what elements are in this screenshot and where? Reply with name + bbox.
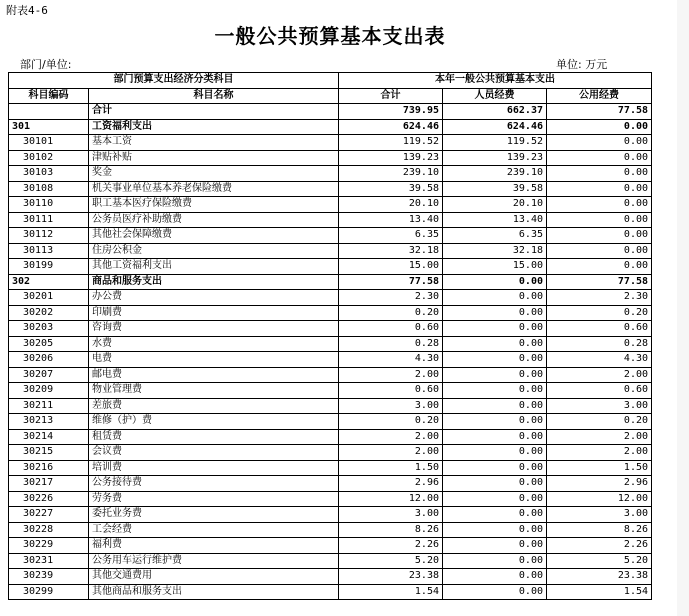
header-public: 公用经费 [547, 88, 652, 104]
row-total: 32.18 [339, 243, 443, 259]
row-code: 30199 [9, 259, 89, 275]
row-name: 委托业务费 [89, 507, 339, 523]
row-public: 0.00 [547, 166, 652, 182]
row-name: 公务用车运行维护费 [89, 553, 339, 569]
table-row [9, 336, 652, 352]
row-total: 0.28 [339, 336, 443, 352]
total-total: 739.95 [339, 104, 443, 120]
row-public: 0.00 [547, 135, 652, 151]
row-code: 30207 [9, 367, 89, 383]
row-personnel: 0.00 [443, 553, 547, 569]
row-total: 8.26 [339, 522, 443, 538]
row-code: 30228 [9, 522, 89, 538]
row-code: 30217 [9, 476, 89, 492]
row-name: 电费 [89, 352, 339, 368]
table-row [9, 352, 652, 368]
row-personnel: 0.00 [443, 538, 547, 554]
table-row [9, 290, 652, 306]
row-name: 其他社会保障缴费 [89, 228, 339, 244]
header-column-row [9, 88, 652, 104]
row-public: 2.00 [547, 429, 652, 445]
table-row [9, 181, 652, 197]
table-row [9, 150, 652, 166]
row-name: 公务员医疗补助缴费 [89, 212, 339, 228]
header-total: 合计 [339, 88, 443, 104]
row-total: 5.20 [339, 553, 443, 569]
row-public: 0.00 [547, 228, 652, 244]
row-code: 302 [9, 274, 89, 290]
row-name: 水费 [89, 336, 339, 352]
row-name: 其他工资福利支出 [89, 259, 339, 275]
row-personnel: 0.00 [443, 507, 547, 523]
header-group-right: 本年一般公共预算基本支出 [339, 73, 652, 89]
table-row [9, 538, 652, 554]
table-row [9, 166, 652, 182]
expenditure-table [8, 72, 652, 600]
header-code: 科目编码 [9, 88, 89, 104]
row-total: 3.00 [339, 507, 443, 523]
row-public: 0.00 [547, 150, 652, 166]
row-public: 3.00 [547, 398, 652, 414]
row-code: 30213 [9, 414, 89, 430]
row-code: 30214 [9, 429, 89, 445]
row-name: 其他交通费用 [89, 569, 339, 585]
row-total: 0.60 [339, 383, 443, 399]
row-name: 咨询费 [89, 321, 339, 337]
row-name: 办公费 [89, 290, 339, 306]
row-name: 住房公积金 [89, 243, 339, 259]
row-total: 6.35 [339, 228, 443, 244]
row-public: 23.38 [547, 569, 652, 585]
row-public: 12.00 [547, 491, 652, 507]
row-total: 1.54 [339, 584, 443, 600]
row-personnel: 0.00 [443, 305, 547, 321]
row-personnel: 0.00 [443, 584, 547, 600]
table-row [9, 259, 652, 275]
row-public: 4.30 [547, 352, 652, 368]
row-personnel: 0.00 [443, 414, 547, 430]
header-group-row [9, 73, 652, 89]
row-total: 0.60 [339, 321, 443, 337]
table-row [9, 243, 652, 259]
row-personnel: 0.00 [443, 445, 547, 461]
row-code: 30202 [9, 305, 89, 321]
row-name: 邮电费 [89, 367, 339, 383]
row-personnel: 6.35 [443, 228, 547, 244]
table-row [9, 119, 652, 135]
row-personnel: 0.00 [443, 522, 547, 538]
row-total: 139.23 [339, 150, 443, 166]
row-public: 0.00 [547, 243, 652, 259]
row-code: 30102 [9, 150, 89, 166]
row-personnel: 0.00 [443, 352, 547, 368]
table-row [9, 274, 652, 290]
row-code: 30231 [9, 553, 89, 569]
row-name: 培训费 [89, 460, 339, 476]
row-name: 机关事业单位基本养老保险缴费 [89, 181, 339, 197]
row-public: 0.20 [547, 414, 652, 430]
row-public: 2.26 [547, 538, 652, 554]
total-personnel: 662.37 [443, 104, 547, 120]
total-row [9, 104, 652, 120]
row-code: 30103 [9, 166, 89, 182]
row-total: 15.00 [339, 259, 443, 275]
row-total: 239.10 [339, 166, 443, 182]
row-personnel: 0.00 [443, 336, 547, 352]
row-public: 0.28 [547, 336, 652, 352]
row-personnel: 39.58 [443, 181, 547, 197]
table-row [9, 445, 652, 461]
total-name: 合计 [89, 104, 339, 120]
row-name: 津贴补贴 [89, 150, 339, 166]
row-public: 2.00 [547, 367, 652, 383]
row-public: 1.50 [547, 460, 652, 476]
header-name: 科目名称 [89, 88, 339, 104]
row-personnel: 119.52 [443, 135, 547, 151]
table-row [9, 414, 652, 430]
row-personnel: 0.00 [443, 476, 547, 492]
row-public: 1.54 [547, 584, 652, 600]
table-row [9, 569, 652, 585]
header-group-left: 部门预算支出经济分类科目 [9, 73, 339, 89]
row-total: 23.38 [339, 569, 443, 585]
row-code: 30216 [9, 460, 89, 476]
row-name: 公务接待费 [89, 476, 339, 492]
row-total: 13.40 [339, 212, 443, 228]
row-name: 商品和服务支出 [89, 274, 339, 290]
header-personnel: 人员经费 [443, 88, 547, 104]
row-public: 0.00 [547, 259, 652, 275]
table-row [9, 305, 652, 321]
row-code: 30229 [9, 538, 89, 554]
table-row [9, 491, 652, 507]
row-code: 30299 [9, 584, 89, 600]
annex-label: 附表4-6 [6, 4, 48, 17]
table-row [9, 398, 652, 414]
table-row [9, 476, 652, 492]
row-public: 8.26 [547, 522, 652, 538]
table-row [9, 228, 652, 244]
row-code: 30205 [9, 336, 89, 352]
table-row [9, 383, 652, 399]
row-code: 30209 [9, 383, 89, 399]
table-row [9, 429, 652, 445]
row-public: 2.00 [547, 445, 652, 461]
row-total: 20.10 [339, 197, 443, 213]
table-row [9, 507, 652, 523]
row-name: 差旅费 [89, 398, 339, 414]
row-personnel: 32.18 [443, 243, 547, 259]
row-code: 301 [9, 119, 89, 135]
table-row [9, 460, 652, 476]
row-public: 3.00 [547, 507, 652, 523]
row-name: 维修（护）费 [89, 414, 339, 430]
department-label: 部门/单位: [20, 58, 72, 71]
row-public: 0.20 [547, 305, 652, 321]
table-row [9, 212, 652, 228]
row-personnel: 15.00 [443, 259, 547, 275]
row-total: 0.20 [339, 414, 443, 430]
page-title: 一般公共预算基本支出表 [214, 24, 446, 48]
row-code: 30203 [9, 321, 89, 337]
row-name: 工会经费 [89, 522, 339, 538]
row-total: 4.30 [339, 352, 443, 368]
row-code: 30226 [9, 491, 89, 507]
row-total: 0.20 [339, 305, 443, 321]
row-personnel: 0.00 [443, 429, 547, 445]
row-code: 30227 [9, 507, 89, 523]
table-row [9, 584, 652, 600]
row-total: 2.00 [339, 445, 443, 461]
row-personnel: 0.00 [443, 398, 547, 414]
row-code: 30206 [9, 352, 89, 368]
row-name: 劳务费 [89, 491, 339, 507]
total-public: 77.58 [547, 104, 652, 120]
row-personnel: 0.00 [443, 569, 547, 585]
row-name: 福利费 [89, 538, 339, 554]
row-public: 0.00 [547, 181, 652, 197]
table-row [9, 522, 652, 538]
row-total: 2.96 [339, 476, 443, 492]
table-row [9, 553, 652, 569]
row-total: 1.50 [339, 460, 443, 476]
vertical-scrollbar[interactable] [677, 0, 689, 616]
row-code: 30239 [9, 569, 89, 585]
row-total: 2.00 [339, 367, 443, 383]
row-public: 0.00 [547, 197, 652, 213]
row-total: 2.30 [339, 290, 443, 306]
row-name: 其他商品和服务支出 [89, 584, 339, 600]
row-personnel: 239.10 [443, 166, 547, 182]
row-public: 2.30 [547, 290, 652, 306]
row-total: 624.46 [339, 119, 443, 135]
table-row [9, 321, 652, 337]
table-row [9, 135, 652, 151]
table-row [9, 367, 652, 383]
row-code: 30113 [9, 243, 89, 259]
row-name: 租赁费 [89, 429, 339, 445]
row-code: 30211 [9, 398, 89, 414]
row-personnel: 139.23 [443, 150, 547, 166]
table-row [9, 197, 652, 213]
row-code: 30110 [9, 197, 89, 213]
row-total: 12.00 [339, 491, 443, 507]
row-public: 77.58 [547, 274, 652, 290]
row-personnel: 0.00 [443, 491, 547, 507]
row-name: 职工基本医疗保险缴费 [89, 197, 339, 213]
row-name: 基本工资 [89, 135, 339, 151]
row-personnel: 0.00 [443, 290, 547, 306]
row-code: 30108 [9, 181, 89, 197]
row-personnel: 0.00 [443, 460, 547, 476]
row-total: 3.00 [339, 398, 443, 414]
row-personnel: 0.00 [443, 367, 547, 383]
row-public: 0.00 [547, 119, 652, 135]
row-personnel: 20.10 [443, 197, 547, 213]
row-personnel: 0.00 [443, 274, 547, 290]
row-total: 2.00 [339, 429, 443, 445]
row-total: 39.58 [339, 181, 443, 197]
row-name: 印刷费 [89, 305, 339, 321]
row-code: 30111 [9, 212, 89, 228]
row-public: 0.60 [547, 383, 652, 399]
row-code: 30201 [9, 290, 89, 306]
row-total: 77.58 [339, 274, 443, 290]
row-personnel: 13.40 [443, 212, 547, 228]
row-name: 物业管理费 [89, 383, 339, 399]
row-personnel: 0.00 [443, 321, 547, 337]
row-name: 工资福利支出 [89, 119, 339, 135]
row-public: 0.60 [547, 321, 652, 337]
row-personnel: 624.46 [443, 119, 547, 135]
row-code: 30215 [9, 445, 89, 461]
row-code: 30112 [9, 228, 89, 244]
unit-label: 单位: 万元 [556, 58, 608, 71]
row-name: 奖金 [89, 166, 339, 182]
row-total: 119.52 [339, 135, 443, 151]
row-public: 5.20 [547, 553, 652, 569]
row-code: 30101 [9, 135, 89, 151]
row-name: 会议费 [89, 445, 339, 461]
row-total: 2.26 [339, 538, 443, 554]
total-code [9, 104, 89, 120]
row-public: 0.00 [547, 212, 652, 228]
row-personnel: 0.00 [443, 383, 547, 399]
row-public: 2.96 [547, 476, 652, 492]
